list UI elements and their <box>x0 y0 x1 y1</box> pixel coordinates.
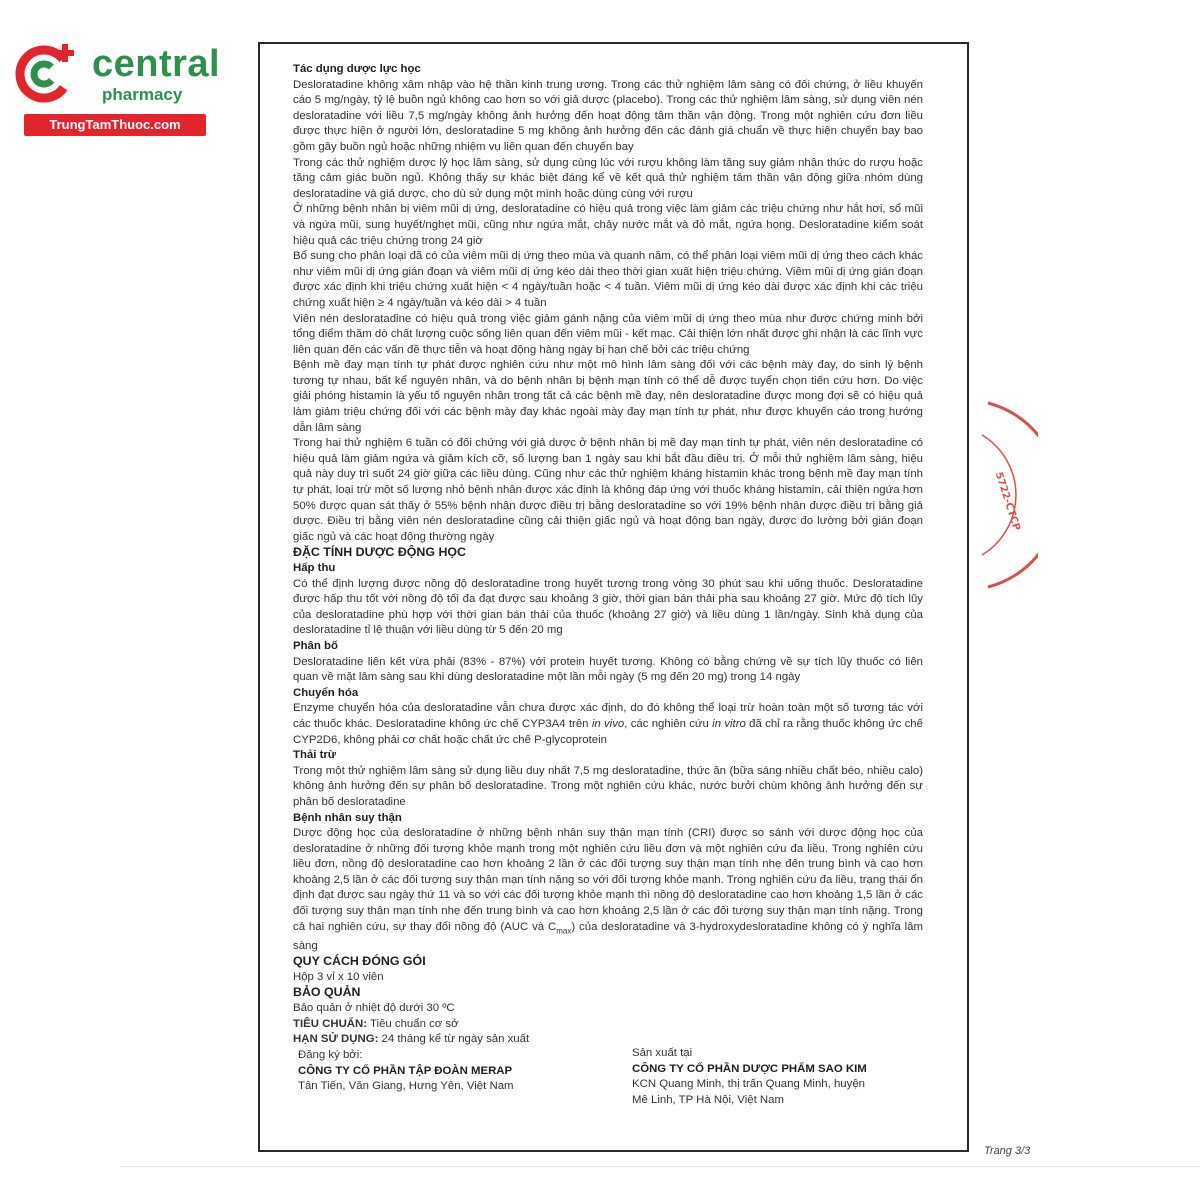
bottom-divider <box>120 1166 1200 1167</box>
text-run: Dược động học của desloratadine ở những bệnh nhân suy thận mạn tính (CRI) được so sánh với dược động học của desloratadine ở những đối tượng khỏe mạnh trong một nghiên cứu liều đơn và một nghiên cứu đa liều. Trong nghiên cứu liều đơn, nồng độ desloratadine cao hơn khoảng 2 lần ở các đối tượng suy thận mạn tính nhẹ đến trung bình và cao hơn khoảng 2,5 lần ở các đối tượng suy thận mạn tính nặng so với đối tượng khỏe mạnh. Trong nghiên cứu đa liều, trạng thái ổn định đạt được sau ngày thứ 11 và so với các đối tượng khỏe mạnh thì nồng độ desloratadine cao hơn khoảng 1,5 lần ở các đối tượng suy thận mạn tính nhẹ đến trung bình và cao hơn khoảng 2,5 lần ở các đối tượng suy thận mạn tính nặng. Trong cả hai nghiên cứu, sự thay đổi nồng độ (AUC và C <box>293 827 923 933</box>
registrant-address: Tân Tiến, Văn Giang, Hưng Yên, Việt Nam <box>298 1080 514 1093</box>
manufacturer-company: CÔNG TY CỔ PHẦN DƯỢC PHẨM SAO KIM <box>632 1062 867 1075</box>
paragraph: Có thể định lượng được nồng độ desloratadine trong huyết tương trong vòng 30 phút sau khi uống thuốc. Desloratadine được hấp thu tốt với nồng độ tối đa đạt được sau khoảng 3 giờ, thời gian bán thải pha sau khoảng 27 giờ. Mức độ tích lũy của desloratadine phù hợp với thời gian bán thải của thuốc (khoảng 27 giờ) và liều dùng 1 lần/ngày. Sinh khả dụng của desloratadine tỉ lệ thuận với liều dùng từ 5 đến 20 mg <box>293 577 923 637</box>
pharmacy-logo-icon <box>10 38 82 110</box>
subheading-metabolism: Chuyển hóa <box>293 686 359 699</box>
heading-packaging: QUY CÁCH ĐÓNG GÓI <box>293 954 426 969</box>
paragraph: Trong một thử nghiệm lâm sàng sử dụng liều duy nhất 7,5 mg desloratadine, thức ăn (bữa sáng nhiều chất béo, nhiều calo) không ảnh hưởng đến sự phân bố desloratadine. Trong một nghiên cứu khác, nước bưởi chùm không ảnh hưởng đến sự phân bố desloratadine <box>293 764 923 808</box>
central-pharmacy-logo[interactable] <box>10 38 230 138</box>
subheading-distribution: Phân bố <box>293 639 338 652</box>
paragraph <box>293 701 923 748</box>
manufacturer-block <box>632 1046 867 1108</box>
paragraph: Ở những bệnh nhân bị viêm mũi dị ứng, desloratadine có hiệu quả trong việc làm giảm các triệu chứng như hắt hơi, sổ mũi và ngứa mũi, sung huyết/nghẹt mũi, cũng như ngứa mắt, chảy nước mắt và đỏ mắt, ngứa họng. Desloratadine kiểm soát hiệu quả các triệu chứng trong 24 giờ <box>293 203 923 247</box>
registrant-label: Đăng ký bởi: <box>298 1049 363 1061</box>
standard-line <box>293 1017 923 1033</box>
paragraph: Trong hai thử nghiệm 6 tuần có đối chứng với giả dược ở bệnh nhân bị mề đay mạn tính tự phát, viên nén desloratadine có hiệu quả làm giảm ngứa và giảm kích cỡ, số lượng ban 1 ngày sau khi bắt đầu điều trị. Ở mỗi thử nghiệm lâm sàng, hiệu quả này duy trì suốt 24 giờ giữa các liều dùng. Cũng như các thử nghiệm kháng histamin khác trong bệnh mề đay mạn tính tự phát, loại trừ một số lượng nhỏ bệnh nhân được xác định là không đáp ứng với thuốc kháng histamin, cải thiện ngứa hơn 50% được quan sát thấy ở 55% bệnh nhân được điều trị bằng desloratadine so với 19% bệnh nhân được điều trị bằng giả dược. Điều trị bằng viên nén desloratadine cũng cải thiện giấc ngủ và hoạt động ban ngày, được đo lường bởi gián đoạn giấc ngủ và các hoạt động thường ngày <box>293 437 923 543</box>
subheading-renal-impairment: Bệnh nhân suy thận <box>293 811 402 824</box>
paragraph: Desloratadine liên kết vừa phải (83% - 87%) với protein huyết tương. Không có bằng chứng về sự tích lũy thuốc có liên quan về mặt lâm sàng sau khi dùng desloratadine một lần mỗi ngày (5 mg đến 20 mg) trong 14 ngày <box>293 655 923 684</box>
paragraph: Bệnh mề đay mạn tính tự phát được nghiên cứu như một mô hình lâm sàng đối với các bệnh mày đay, do sinh lý bệnh tương tự nhau, bất kể nguyên nhân, và do bệnh nhân bị bệnh mạn tính có thể dễ được tuyển chọn tiến cứu hơn. Do việc giải phóng histamin là yếu tố nguyên nhân trong tất cả các bệnh mề đay, nên desloratadine được mong đợi sẽ có hiệu quả làm giảm triệu chứng đối với các bệnh mày đay khác ngoài mày đay mạn tính tự phát, như được khuyến cáo trong hướng dẫn lâm sàng <box>293 359 923 434</box>
italic-term: in vitro <box>712 717 746 730</box>
text-run: , các nghiên cứu <box>624 717 713 730</box>
paragraph: Bổ sung cho phân loại đã có của viêm mũi dị ứng theo mùa và quanh năm, có thể phân loại viêm mũi dị ứng theo cách khác như viêm mũi dị ứng gián đoạn và viêm mũi dị ứng kéo dài theo thời gian xuất hiện triệu chứng. Viêm mũi dị ứng gián đoạn được xác định khi triệu chứng xuất hiện < 4 ngày/tuần hoặc < 4 tuần. Viêm mũi dị ứng kéo dài được xác định khi các triệu chứng xuất hiện ≥ 4 ngày/tuần và kéo dài > 4 tuần <box>293 250 923 309</box>
packaging-value: Hộp 3 vỉ x 10 viên <box>293 970 384 983</box>
registrant-company: CÔNG TY CỔ PHẦN TẬP ĐOÀN MERAP <box>298 1064 513 1077</box>
manufacturer-label: Sản xuất tại <box>632 1047 693 1059</box>
stamp-text: 5722-CTCP <box>992 470 1022 533</box>
storage-value: Bảo quản ở nhiệt độ dưới 30 ºC <box>293 1001 455 1014</box>
paragraph: Trong các thử nghiệm dược lý học lâm sàng, sử dụng cùng lúc với rượu không làm tăng suy giảm nhận thức do rượu hoặc tăng cảm giác buồn ngủ. Không thấy sự khác biệt đáng kể về kết quả thử nghiệm tâm thần vận động giữa nhóm dùng desloratadine và giả dược, cho dù sử dụng một mình hoặc dùng cùng với rượu <box>293 156 923 200</box>
logo-url-banner[interactable]: TrungTamThuoc.com <box>24 114 206 136</box>
paragraph: Desloratadine không xâm nhập vào hệ thần kinh trung ương. Trong các thử nghiệm lâm sàng có đối chứng, ở liều khuyến cáo 5 mg/ngày, tỷ lệ buồn ngủ không cao hơn so với giả dược (placebo). Trong các thử nghiệm lâm sàng, sử dụng viên nén desloratadine với liều 7,5 mg/ngày không ảnh hưởng đến hoạt động tâm thần vận động. Trong một nghiên cứu đơn liều được thực hiện ở người lớn, desloratadine 5 mg không ảnh hưởng đến các đánh giá chuẩn về thực hiện chuyến bay bao gồm gây buồn ngủ hoặc những nhiệm vụ liên quan đến chuyến bay <box>293 78 923 153</box>
section-heading-pharmacokinetics: ĐẶC TÍNH DƯỢC ĐỘNG HỌC <box>293 545 466 560</box>
text-run: đã chỉ ra rằng thuốc không ức chế CYP2D6, không phải cơ chất hoặc chất ức chế P-glycoprotein <box>293 717 923 746</box>
manufacturer-address-line2: Mê Linh, TP Hà Nội, Việt Nam <box>632 1093 784 1106</box>
text-run: ) của desloratadine và 3-hydroxydesloratadine không có ý nghĩa lâm sàng <box>293 920 923 952</box>
italic-term: in vivo <box>591 717 625 730</box>
registrant-block <box>298 1048 514 1095</box>
expiry-label: HẠN SỬ DỤNG: <box>293 1033 379 1046</box>
subheading-absorption: Hấp thu <box>293 562 336 574</box>
logo-subtitle: pharmacy <box>102 85 183 104</box>
page-number: Trang 3/3 <box>984 1145 1031 1157</box>
subheading-elimination: Thải trừ <box>293 749 337 762</box>
standard-label: TIÊU CHUẨN: <box>293 1017 368 1030</box>
manufacturer-address-line1: KCN Quang Minh, thị trấn Quang Minh, huyện <box>632 1078 866 1091</box>
paragraph: Viên nén desloratadine có hiệu quả trong việc giảm gánh nặng của viêm mũi dị ứng theo mùa như được chứng minh bởi tổng điểm thăm dò chất lượng cuộc sống liên quan đến viêm mũi - kết mạc. Cải thiện lớn nhất được ghi nhận là các lĩnh vực liên quan đến các vấn đề thực tiễn và hoạt động hàng ngày bị hạn chế bởi các triệu chứng <box>293 312 923 356</box>
subscript-max: max <box>556 925 572 935</box>
paragraph <box>293 826 923 954</box>
company-stamp-seal <box>978 395 1038 595</box>
logo-wordmark: central <box>92 43 221 85</box>
standard-value: Tiêu chuẩn cơ sở <box>367 1017 459 1030</box>
heading-storage: BẢO QUẢN <box>293 985 361 1000</box>
section-heading-pharmacodynamics: Tác dụng dược lực học <box>293 63 421 75</box>
text-run: Enzyme chuyển hóa của desloratadine vẫn chưa được xác định, do đó không thể loại trừ hoàn toàn một số tương tác với các thuốc khác. Desloratadine không ức chế CYP3A4 trên <box>293 702 923 730</box>
expiry-value: 24 tháng kể từ ngày sản xuất <box>378 1033 530 1046</box>
document-body <box>293 62 923 1048</box>
